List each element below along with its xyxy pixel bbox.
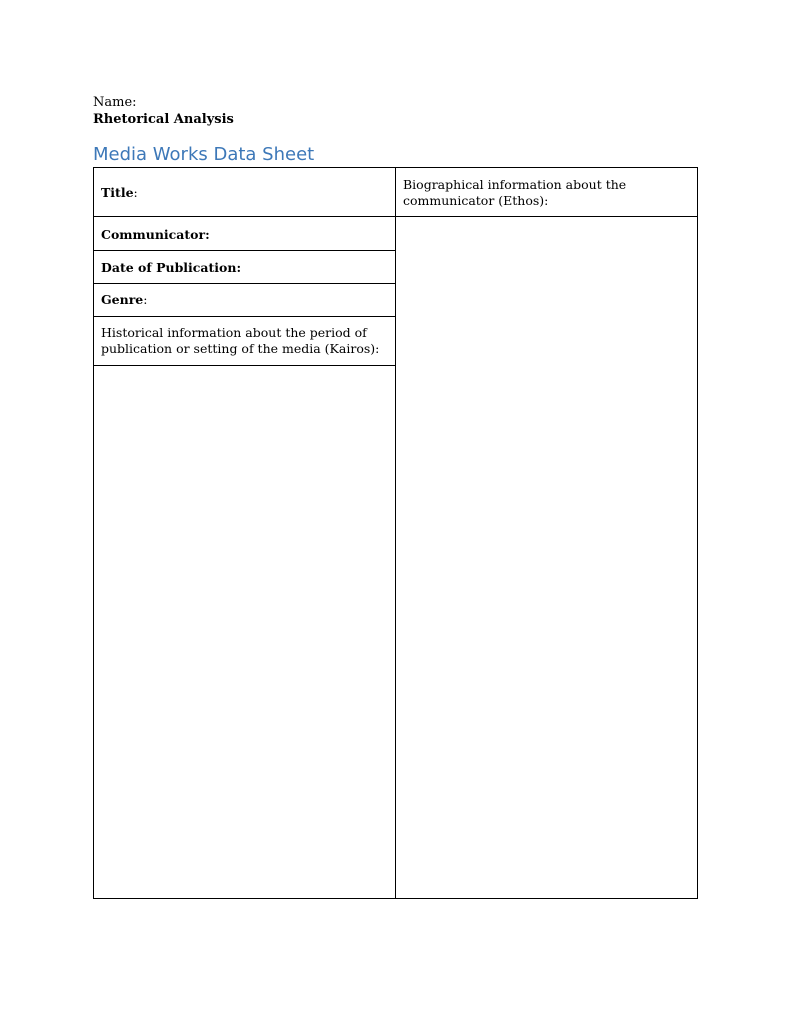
document-title: Media Works Data Sheet: [93, 144, 315, 165]
ethos-answer-area[interactable]: [396, 217, 697, 898]
date-of-publication-cell[interactable]: [101, 260, 391, 276]
kairos-prompt-line-1: Historical information about the period of: [101, 325, 367, 340]
row-divider: [94, 250, 395, 251]
row-divider: [94, 316, 395, 317]
title-cell[interactable]: [101, 185, 391, 201]
genre-label: Genre: [101, 292, 144, 307]
course-label: Rhetorical Analysis: [93, 112, 234, 127]
ethos-prompt-line-2: communicator (Ethos):: [403, 193, 549, 208]
title-label: Title: [101, 185, 134, 200]
date-of-publication-label: Date of Publication:: [101, 260, 242, 275]
communicator-cell[interactable]: [101, 227, 391, 243]
data-sheet-table: [93, 167, 698, 899]
ethos-prompt-line-1: Biographical information about the: [403, 177, 627, 192]
genre-cell[interactable]: [101, 292, 391, 308]
kairos-cell[interactable]: [101, 325, 391, 357]
kairos-answer-area[interactable]: [94, 366, 395, 898]
ethos-cell[interactable]: [403, 177, 693, 209]
kairos-prompt-line-2: publication or setting of the media (Kairos):: [101, 341, 380, 356]
communicator-label: Communicator:: [101, 227, 210, 242]
genre-label-colon: :: [143, 292, 148, 307]
title-label-colon: :: [133, 185, 138, 200]
page-header: [93, 94, 234, 128]
row-divider: [94, 283, 395, 284]
name-label: Name:: [93, 95, 137, 110]
